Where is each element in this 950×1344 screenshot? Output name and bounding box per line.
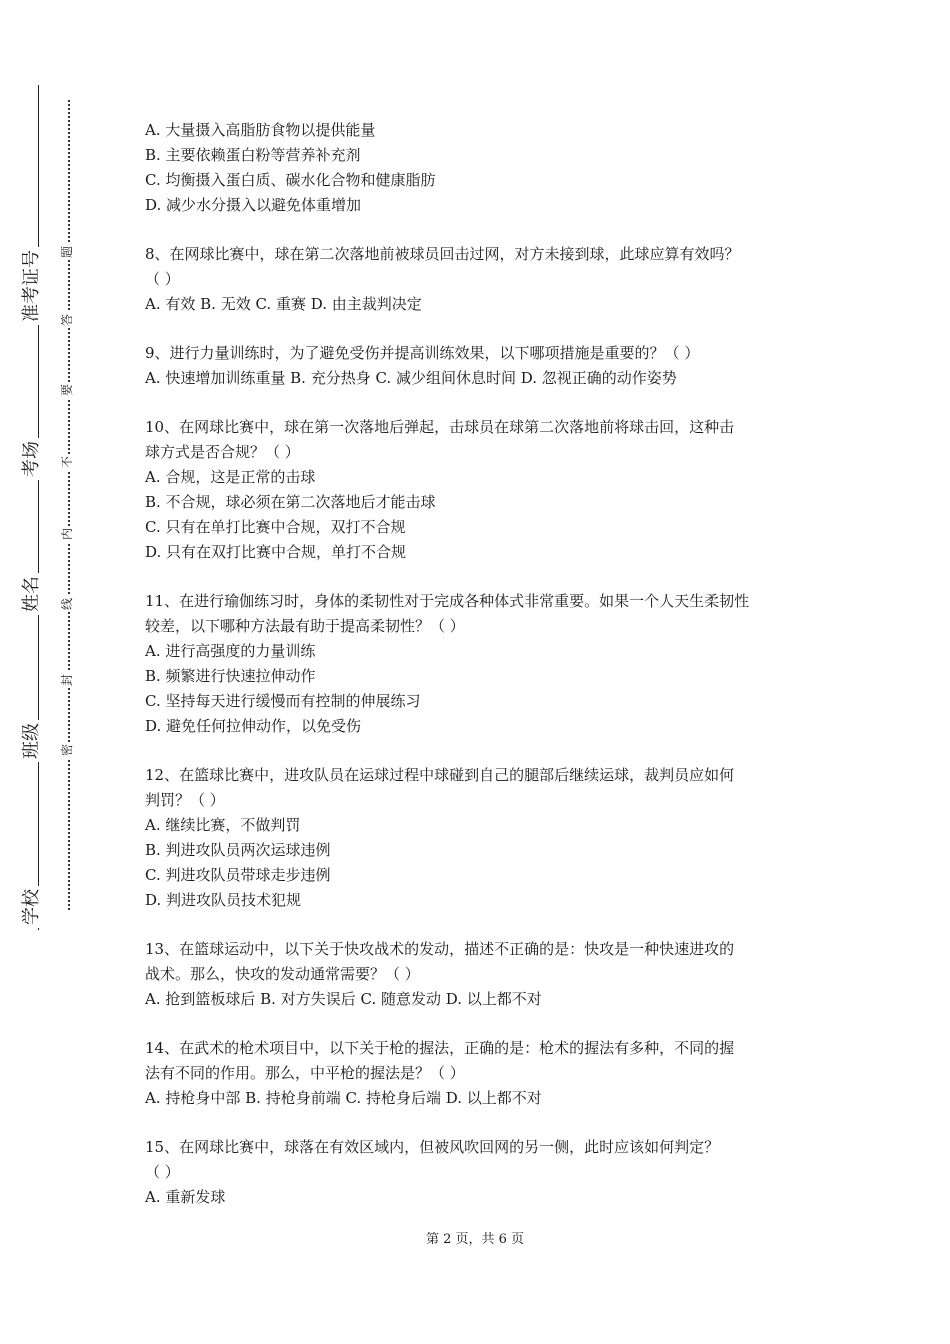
- question-stem: 12、在篮球比赛中，进攻队员在运球过程中球碰到自己的腿部后继续运球，裁判员应如何: [145, 766, 735, 784]
- question-stem: 8、在网球比赛中，球在第二次落地前被球员回击过网，对方未接到球，此球应算有效吗？: [145, 245, 740, 263]
- seal-char: 要: [60, 383, 74, 396]
- option-line: A. 持枪身中部 B. 持枪身前端 C. 持枪身后端 D. 以上都不对: [145, 1089, 542, 1107]
- option-line: A. 继续比赛，不做判罚: [145, 816, 301, 834]
- question-stem: 9、进行力量训练时，为了避免受伤并提高训练效果，以下哪项措施是重要的？（ ）: [145, 344, 700, 362]
- seal-char: 封: [60, 673, 74, 686]
- option-line: A. 抢到篮板球后 B. 对方失误后 C. 随意发动 D. 以上都不对: [145, 990, 542, 1008]
- question-stem: 11、在进行瑜伽练习时，身体的柔韧性对于完成各种体式非常重要。如果一个人天生柔韧性: [145, 592, 750, 610]
- option-line: A. 重新发球: [145, 1188, 226, 1206]
- question-stem: 14、在武术的枪术项目中，以下关于枪的握法，正确的是：枪术的握法有多种，不同的握: [145, 1039, 735, 1057]
- option-line: C. 判进攻队员带球走步违例: [145, 866, 331, 884]
- question-stem: 判罚？（ ）: [145, 791, 225, 809]
- option-line: A. 进行高强度的力量训练: [145, 642, 316, 660]
- option-line: D. 减少水分摄入以避免体重增加: [145, 196, 362, 214]
- seal-char: 线: [60, 597, 74, 610]
- fill-in-line: [38, 85, 39, 930]
- binding-margin: [0, 0, 110, 1344]
- question-stem: （ ）: [145, 1163, 180, 1181]
- name-label: 姓名: [23, 573, 41, 615]
- option-line: C. 坚持每天进行缓慢而有控制的伸展练习: [145, 692, 421, 710]
- option-line: B. 频繁进行快速拉伸动作: [145, 667, 316, 685]
- option-line: D. 只有在双打比赛中合规，单打不合规: [145, 543, 407, 561]
- option-line: A. 合规，这是正常的击球: [145, 468, 316, 486]
- question-stem: 较差，以下哪种方法最有助于提高柔韧性？（ ）: [145, 617, 465, 635]
- option-line: B. 主要依赖蛋白粉等营养补充剂: [145, 146, 361, 164]
- question-stem: 球方式是否合规？（ ）: [145, 443, 300, 461]
- seal-dotted-line: [68, 100, 70, 910]
- option-line: D. 判进攻队员技术犯规: [145, 891, 302, 909]
- seal-char: 不: [60, 455, 74, 468]
- seal-char: 密: [60, 743, 74, 756]
- option-line: A. 有效 B. 无效 C. 重赛 D. 由主裁判决定: [145, 295, 422, 313]
- option-line: C. 均衡摄入蛋白质、碳水化合物和健康脂肪: [145, 171, 436, 189]
- question-stem: 法有不同的作用。那么，中平枪的握法是？（ ）: [145, 1064, 465, 1082]
- question-stem: 10、在网球比赛中，球在第一次落地后弹起，击球员在球第二次落地前将球击回，这种击: [145, 418, 735, 436]
- option-line: B. 判进攻队员两次运球违例: [145, 841, 331, 859]
- option-line: A. 快速增加训练重量 B. 充分热身 C. 减少组间休息时间 D. 忽视正确的动作姿势: [145, 369, 677, 387]
- school-label: 学校: [23, 886, 41, 928]
- exam-room-label: 考场: [23, 438, 41, 480]
- seal-char: 内: [60, 527, 74, 540]
- question-stem: 13、在篮球运动中，以下关于快攻战术的发动，描述不正确的是：快攻是一种快速进攻的: [145, 940, 735, 958]
- class-label: 班级: [23, 720, 41, 762]
- question-content: [145, 118, 815, 1210]
- exam-number-label: 准考证号: [23, 247, 41, 325]
- option-line: A. 大量摄入高脂肪食物以提供能量: [145, 121, 376, 139]
- seal-char: 答: [60, 313, 74, 326]
- option-line: B. 不合规，球必须在第二次落地后才能击球: [145, 493, 436, 511]
- option-line: D. 避免任何拉伸动作，以免受伤: [145, 717, 362, 735]
- page-footer: 第 2 页，共 6 页: [425, 1232, 525, 1247]
- seal-char: 题: [60, 245, 74, 258]
- question-stem: （ ）: [145, 270, 180, 288]
- question-stem: 战术。那么，快攻的发动通常需要？（ ）: [145, 965, 420, 983]
- question-stem: 15、在网球比赛中，球落在有效区域内，但被风吹回网的另一侧，此时应该如何判定？: [145, 1138, 720, 1156]
- option-line: C. 只有在单打比赛中合规，双打不合规: [145, 518, 406, 536]
